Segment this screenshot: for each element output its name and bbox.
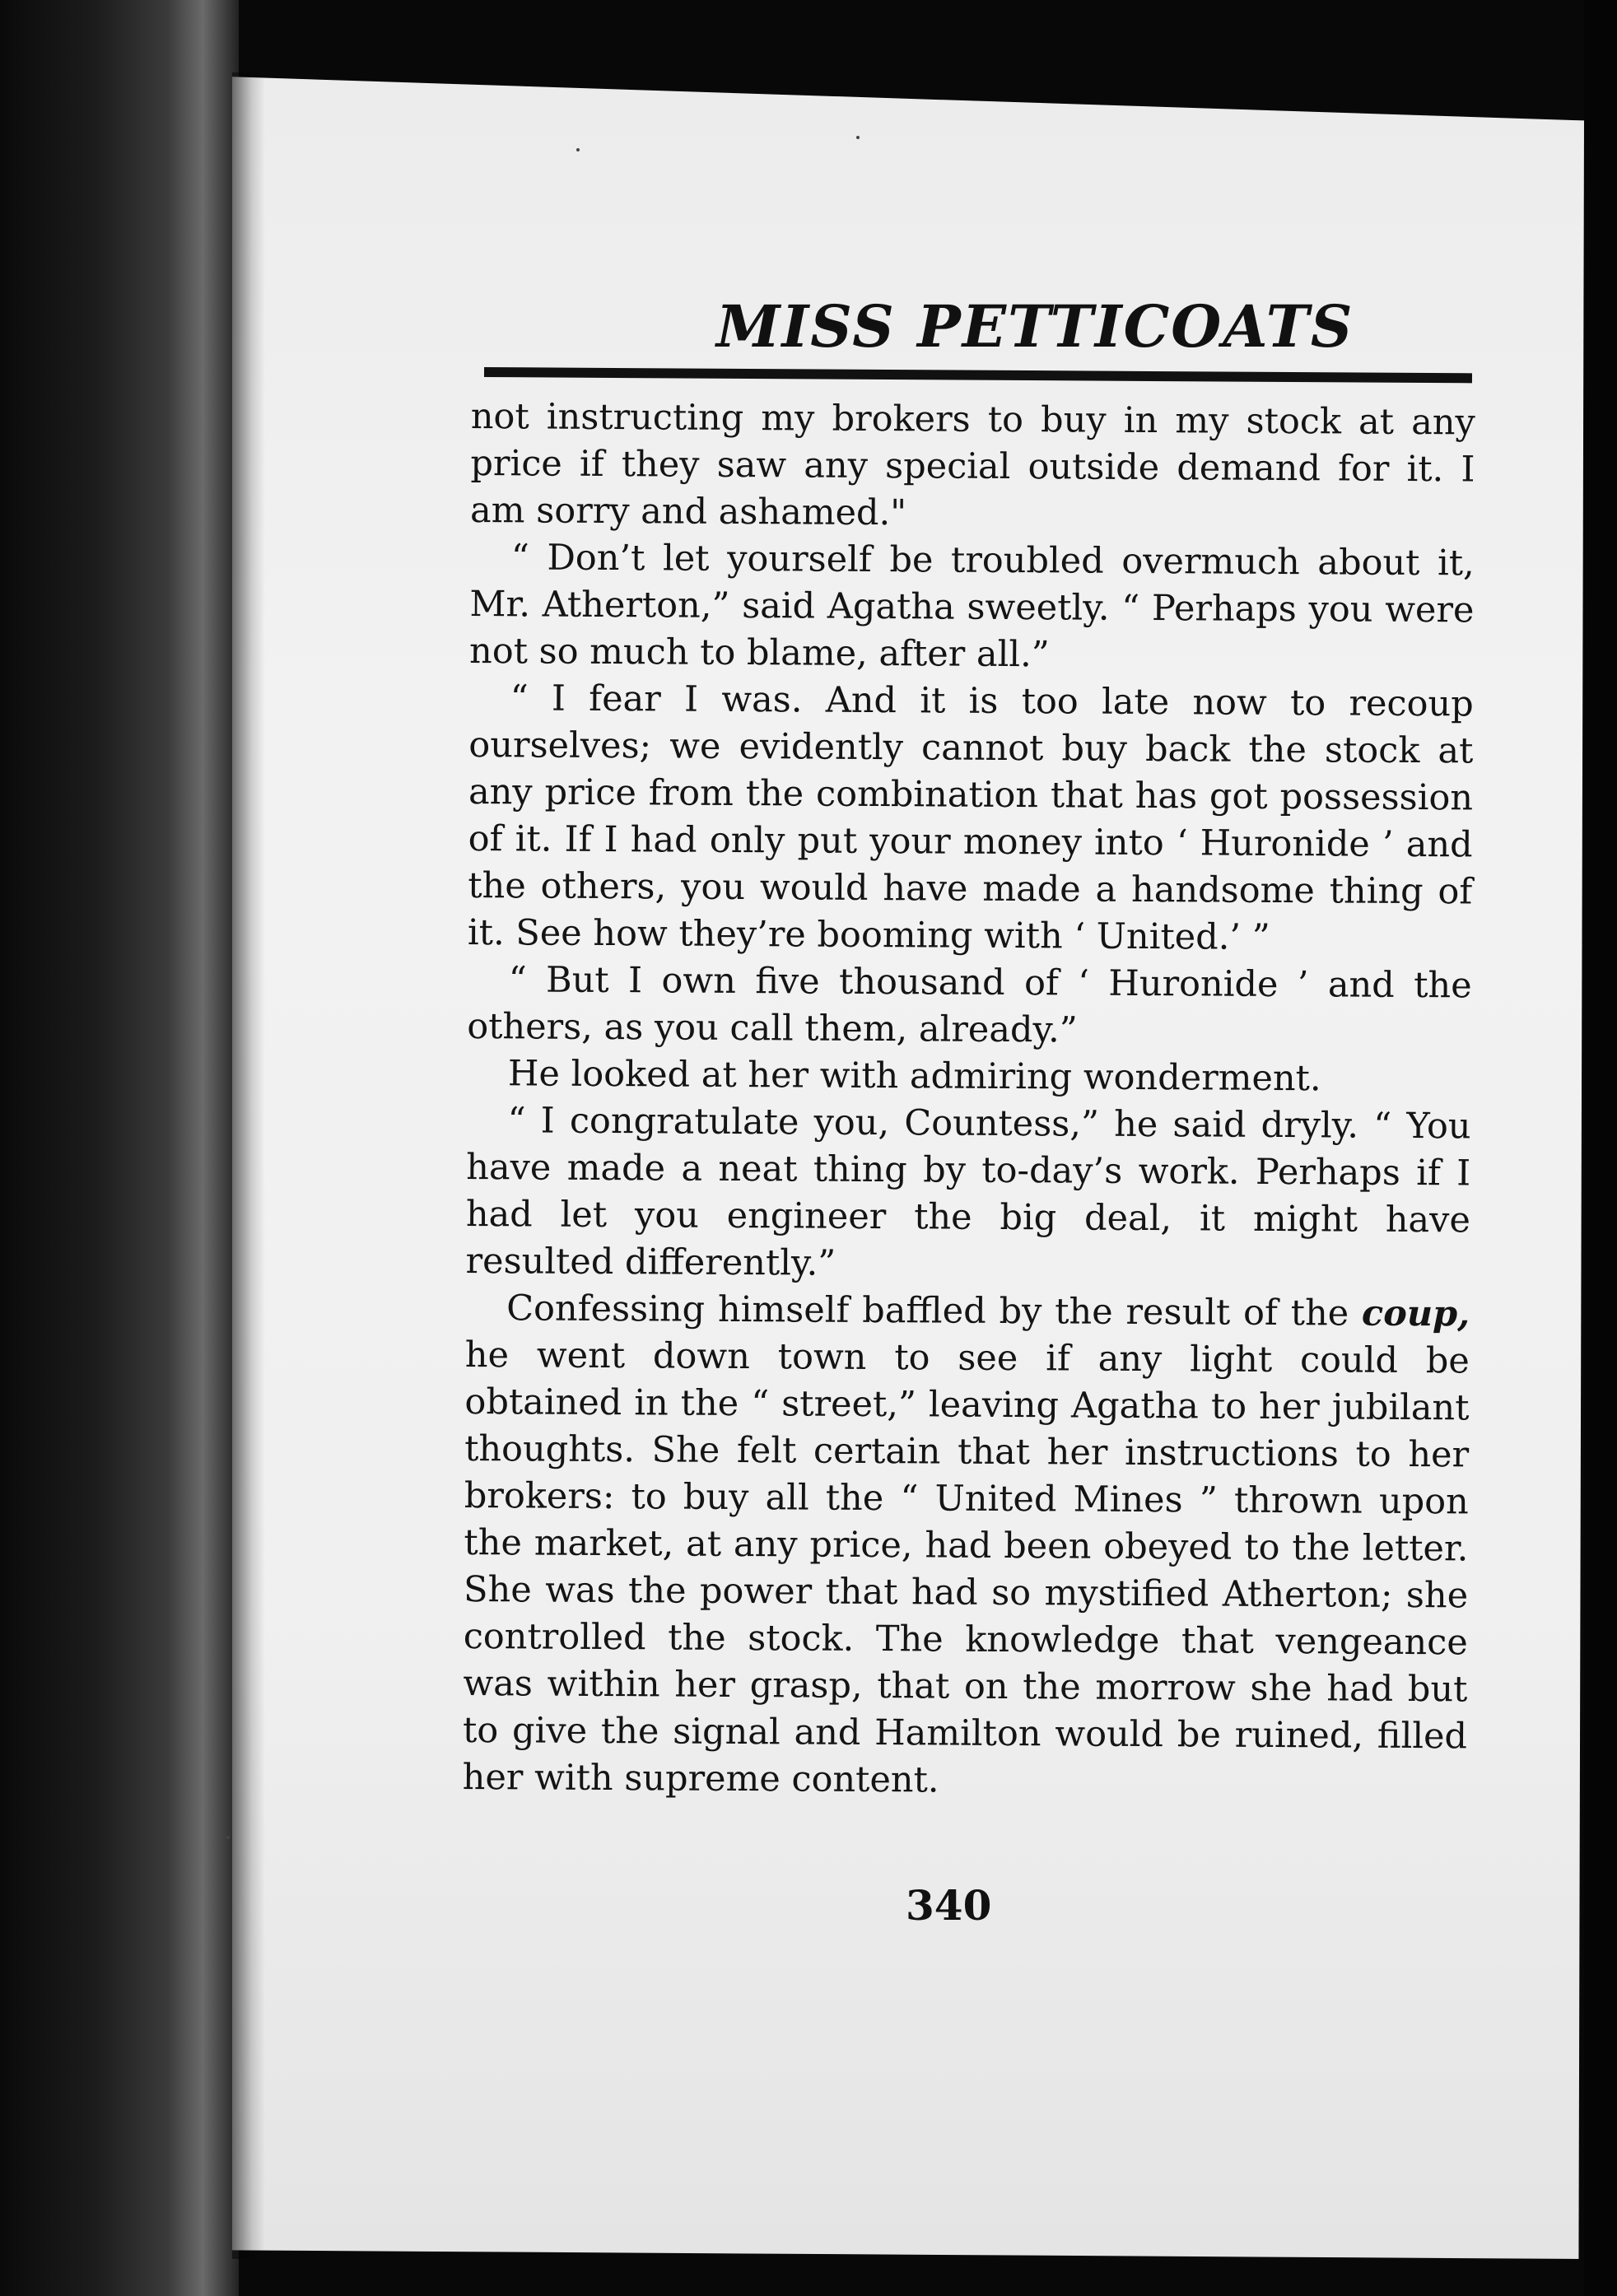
paragraph: not instructing my brokers to buy in my stock at any price if they saw any special outside demand for it. I am sorry and ashamed."	[469, 395, 1475, 534]
running-head: MISS PETTICOATS	[716, 292, 1354, 361]
scan-speck	[226, 1836, 230, 1839]
right-dark-edge	[1584, 0, 1617, 2296]
paragraph-last	[463, 1285, 1470, 1807]
binding-gutter	[0, 0, 239, 2296]
paragraph-text: he went down town to see if any light could be obtained in the “ street,” leaving Agatha to her jubilant thoughts. She felt certain that her instructions to her brokers: to buy all the “ United Mines ” thrown upon the market, at any price, had been obeyed to the letter. She was the power that had so mystified Atherton; she controlled the stock. The knowledge that vengeance was within her grasp, that on the morrow she had but to give the signal and Hamilton would be ruined, filled her with supreme content.	[462, 1334, 1470, 1801]
scan-speck	[856, 136, 860, 139]
italic-word: coup,	[1361, 1292, 1470, 1335]
page-edge-shadow	[232, 72, 265, 2259]
paragraph: He looked at her with admiring wonderment.	[507, 1053, 1321, 1100]
paragraph: “ I congratulate you, Countess,” he said dryly. “ You have made a neat thing by to-day’s work. Perhaps if I had let you engineer the big deal, it might have resulted differently.”	[465, 1100, 1471, 1284]
paragraph: “ Don’t let yourself be troubled overmuch about it, Mr. Atherton,” said Agatha sweetly. “ Perhaps you were not so much to blame, after all.”	[468, 537, 1475, 676]
scan-speck	[576, 148, 580, 151]
page-number: 340	[906, 1881, 992, 1930]
paragraph: “ But I own five thousand of ‘ Huronide ’ and the others, as you call them, already.”	[467, 959, 1472, 1051]
paragraph-text: Confessing himself baffled by the result of the	[506, 1288, 1363, 1334]
body-text	[463, 394, 1475, 1807]
paragraph: “ I fear I was. And it is too late now to recoup ourselves; we evidently cannot buy back the stock at any price from the combination that has got possession of it. If I had only put your money into ‘ Huronide ’ and the others, you would have made a handsome thing of it. See how they’re booming with ‘ United.’ ”	[467, 678, 1474, 958]
